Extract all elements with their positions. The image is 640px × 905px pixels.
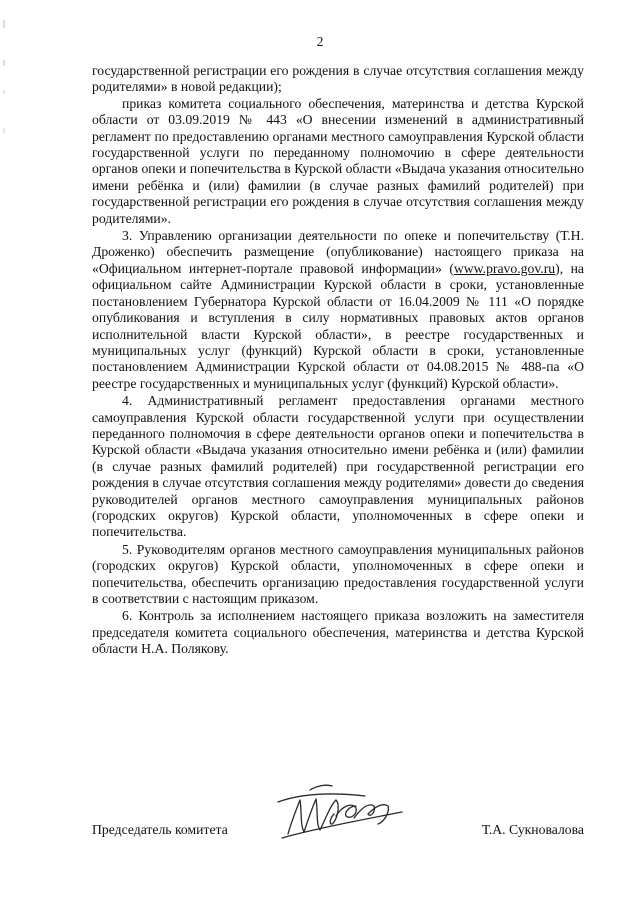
signatory-name: Т.А. Сукновалова [481, 822, 584, 837]
paragraph-item-3-text-start: 3. Управлению организации деятельности по опеке и попечительству (Т.Н. Дроженко) обеспечить размещение (опубликование) настоящего приказа на «Официальном интернет-портале правовой информации» ( [92, 228, 584, 276]
pravo-link[interactable]: www.pravo.gov.ru [453, 260, 556, 276]
paragraph-item-3 [92, 228, 584, 392]
scan-margin-marks [2, 0, 6, 905]
paragraph-item-6: 6. Контроль за исполнением настоящего приказа возложить на заместителя председателя комитета социального обеспечения, материнства и детства Курской области Н.А. Полякову. [92, 608, 584, 657]
page-number: 2 [316, 34, 324, 49]
document-body [92, 63, 584, 658]
paragraph-order-reference: приказ комитета социального обеспечения, материнства и детства Курской области от 03.09.2019 № 443 «О внесении изменений в административный регламент по предоставлению органами местного самоуправления Курской области государственной услуги по переданному полномочию в сфере деятельности органов опеки и попечительства в Курской области «Выдача указания относительно имени ребёнка и (или) фамилии (в случае разных фамилий родителей) при государственной регистрации его рождения в случае отсутствия соглашения между родителями». [92, 95, 584, 226]
paragraph-item-4: 4. Административный регламент предоставления органами местного самоуправления Курской области государственной услуги при осуществлении переданного полномочия в сфере деятельности органов опеки и попечительства в Курской области «Выдача указания относительно имени ребёнка и (или) фамилии (в случае разных фамилий родителей) при государственной регистрации его рождения в случае отсутствия соглашения между родителями» довести до сведения руководителей органов местного самоуправления муниципальных районов (городских округов) Курской области, уполномоченных в сфере опеки и попечительства. [92, 393, 584, 540]
paragraph-item-5: 5. Руководителям органов местного самоуправления муниципальных районов (городских округов) Курской области, уполномоченных в сфере опеки и попечительства, обеспечить организацию предоставления государственной услуги в соответствии с настоящим приказом. [92, 541, 584, 606]
signatory-role: Председатель комитета [92, 822, 228, 837]
handwritten-signature [270, 772, 410, 847]
paragraph-item-3-text-end: ), на официальном сайте Администрации Курской области в сроки, установленные постановлением Губернатора Курской области от 16.04.2009 № 111 «О порядке опубликования и вступления в силу нормативных правовых актов органов исполнительной власти Курской области», в реестре государственных и муниципальных услуг (функций) Курской области в сроки, установленные постановлением Администрации Курской области от 04.08.2015 № 488-па «О реестре государственных и муниципальных услуг (функций) Курской области». [92, 260, 584, 391]
paragraph-continuation: государственной регистрации его рождения в случае отсутствия соглашения между родителями» в новой редакции); [92, 63, 584, 95]
